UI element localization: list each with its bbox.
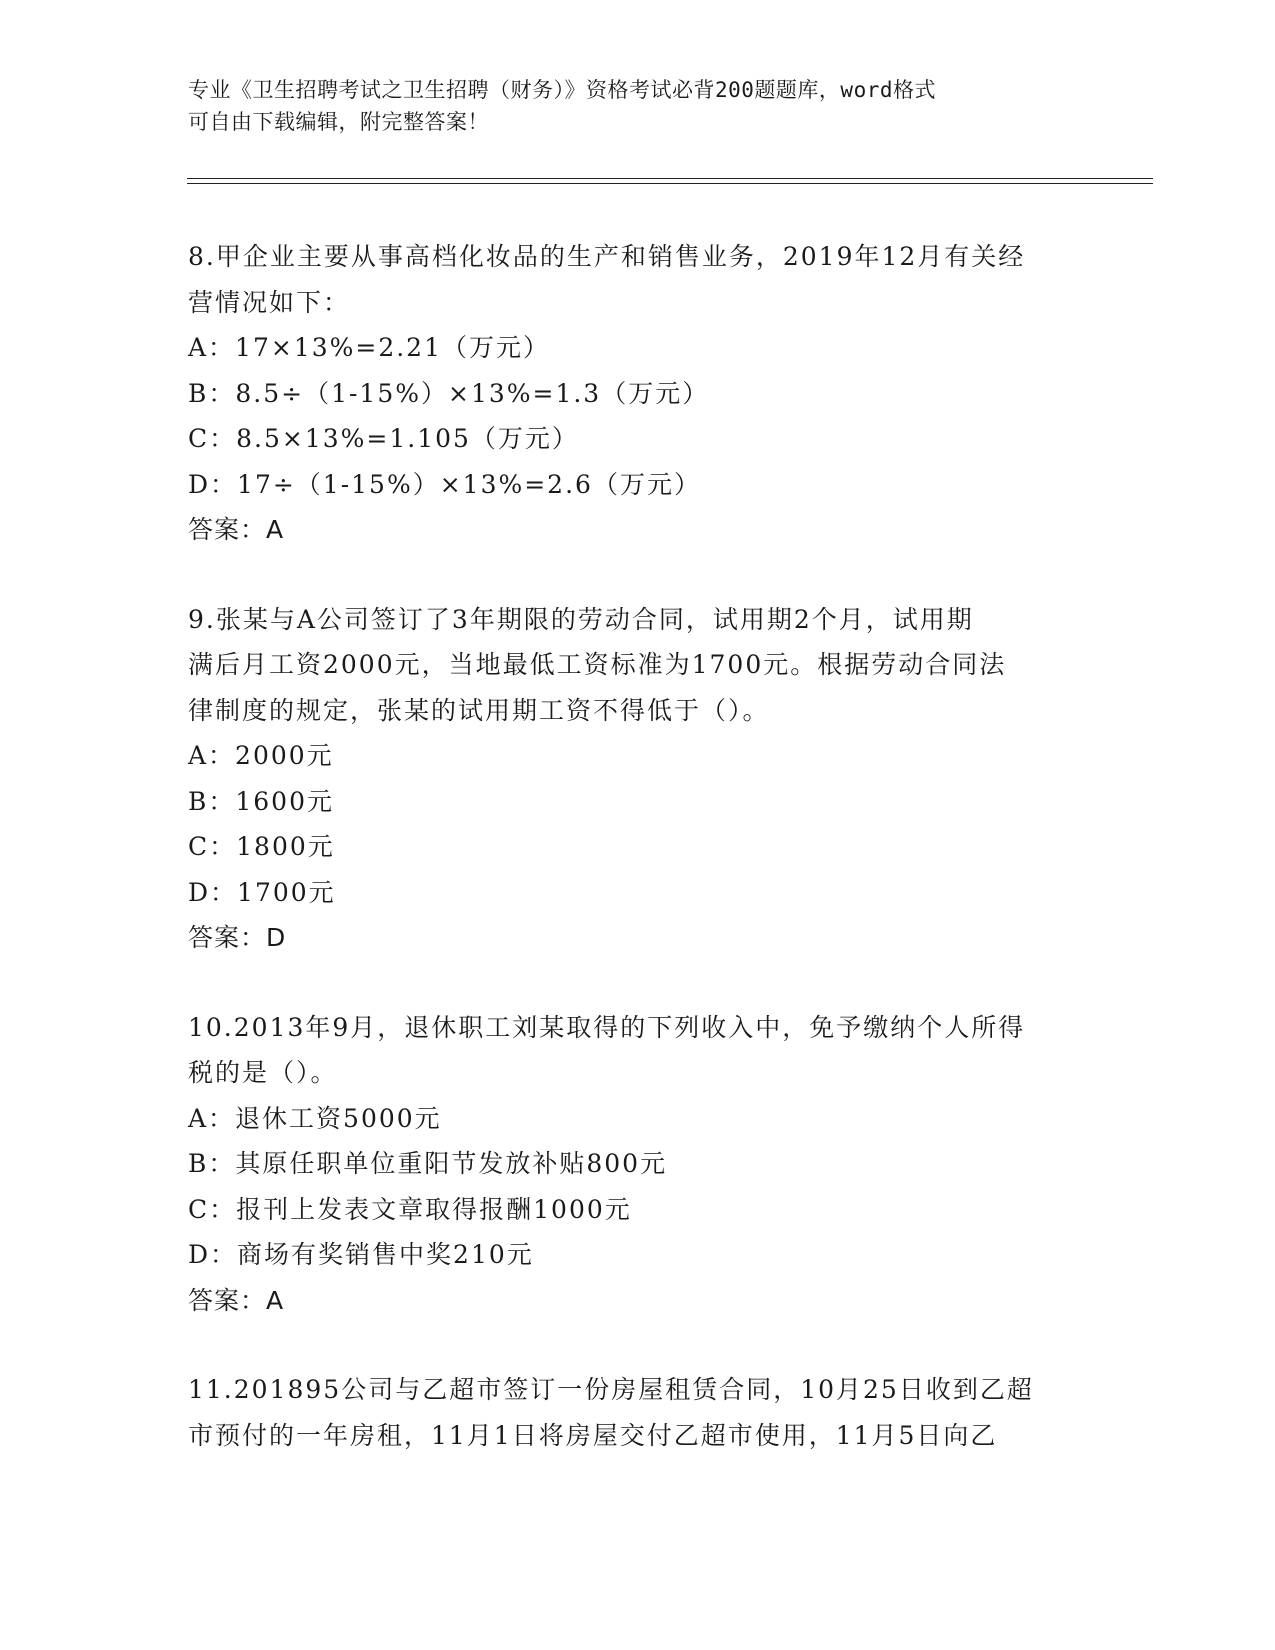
stem-line: 满后月工资2000元，当地最低工资标准为1700元。根据劳动合同法: [188, 650, 1007, 679]
option-c: C：报刊上发表文章取得报酬1000元: [188, 1194, 632, 1224]
question-9: [188, 597, 1088, 961]
option-c: C：8.5×13%=1.105（万元）: [188, 424, 579, 453]
option-a: A：退休工资5000元: [188, 1103, 442, 1133]
answer-line: 答案：A: [188, 515, 285, 544]
option-a: A：2000元: [188, 741, 334, 770]
stem-line: 10.2013年9月，退休职工刘某取得的下列收入中，免予缴纳个人所得: [188, 1012, 1026, 1042]
option-b: B：1600元: [188, 786, 334, 816]
header-divider-bottom: [187, 183, 1153, 184]
header-line-2: 可自由下载编辑，附完整答案！: [188, 110, 489, 134]
option-d: D：17÷（1-15%）×13%=2.6（万元）: [188, 469, 701, 499]
question-8: [188, 234, 1088, 553]
header-line-1: 专业《卫生招聘考试之卫生招聘（财务）》资格考试必背200题题库，word格式: [188, 78, 936, 102]
stem-line: 营情况如下：: [188, 287, 351, 317]
answer-line: 答案：D: [188, 923, 287, 952]
header-divider-top: [187, 178, 1153, 179]
option-d: D：商场有奖销售中奖210元: [188, 1240, 534, 1269]
stem-line: 8.甲企业主要从事高档化妆品的生产和销售业务，2019年12月有关经: [188, 242, 1026, 271]
option-b: B：其原任职单位重阳节发放补贴800元: [188, 1149, 668, 1178]
option-b: B：8.5÷（1-15%）×13%=1.3（万元）: [188, 378, 710, 408]
stem-line: 9.张某与A公司签订了3年期限的劳动合同，试用期2个月，试用期: [188, 604, 974, 634]
question-11: [188, 1367, 1088, 1458]
stem-line: 税的是（）。: [188, 1058, 338, 1087]
option-d: D：1700元: [188, 877, 336, 907]
stem-line: 律制度的规定，张某的试用期工资不得低于（）。: [188, 695, 770, 725]
question-stem: [188, 1005, 1088, 1096]
stem-line: 市预付的一年房租，11月1日将房屋交付乙超市使用，11月5日向乙: [188, 1420, 998, 1450]
question-stem: [188, 597, 1088, 734]
option-a: A：17×13%=2.21（万元）: [188, 333, 550, 362]
document-header: [188, 74, 1088, 138]
question-stem: [188, 234, 1088, 325]
question-stem: [188, 1367, 1088, 1458]
answer-line: 答案：A: [188, 1285, 285, 1315]
option-c: C：1800元: [188, 832, 335, 861]
stem-line: 11.201895公司与乙超市签订一份房屋租赁合同，10月25日收到乙超: [188, 1375, 1034, 1404]
question-list: [188, 234, 1088, 1502]
question-10: [188, 1005, 1088, 1324]
